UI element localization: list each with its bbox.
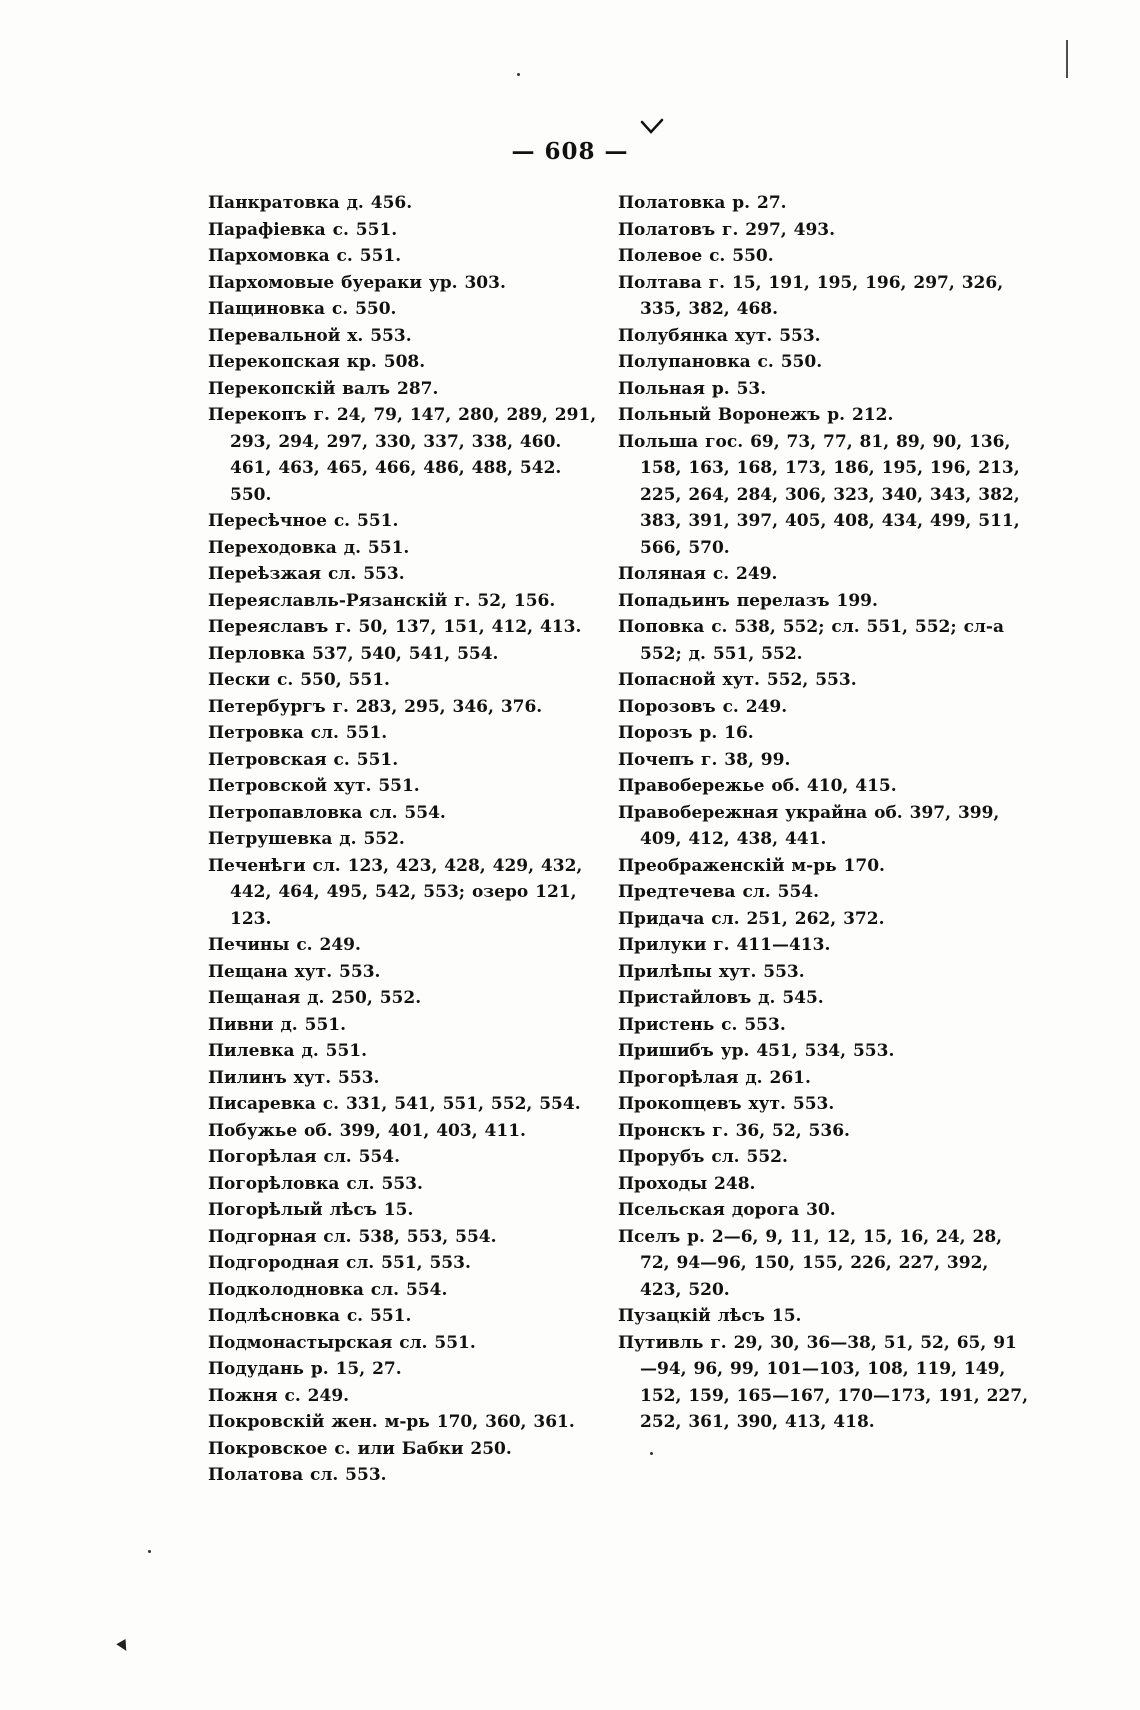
index-entry: Пронскъ г. 36, 52, 536. [618,1120,850,1141]
index-entry: Погорѣлая сл. 554. [208,1147,401,1167]
index-column-left [208,190,608,1489]
index-entry: Перевальной х. 553. [208,325,412,346]
index-entry: Пещана хут. 553. [208,961,381,982]
corner-mark-icon: ▼ [114,1636,133,1656]
index-entry: Пески с. 550, 551. [208,670,390,690]
index-entry: Пилинъ хут. 553. [208,1067,380,1088]
index-entry: Перекопская кр. 508. [208,352,426,372]
index-entry: Покровскій жен. м-рь 170, 360, 361. [208,1412,575,1432]
index-entry: Парафіевка с. 551. [208,219,398,240]
index-entry: Порозъ р. 16. [618,723,754,743]
index-entry: Подколодновка сл. 554. [208,1279,448,1300]
index-entry: Петербургъ г. 283, 295, 346, 376. [208,696,543,717]
index-entry: Переѣзжая сл. 553. [208,564,405,584]
index-entry: Пристень с. 553. [618,1014,786,1035]
index-entry: Погорѣлый лѣсъ 15. [208,1200,414,1220]
index-entry: Пащиновка с. 550. [208,299,397,319]
index-entry: Почепъ г. 38, 99. [618,749,791,770]
index-entry: Панкратовка д. 456. [208,193,413,213]
index-entry: Петровская с. 551. [208,749,399,770]
index-entry: Петровка сл. 551. [208,723,388,743]
index-entry: Пожня с. 249. [208,1385,350,1406]
index-column-right [618,190,1028,1436]
index-entry: Пещаная д. 250, 552. [208,988,422,1008]
index-entry: Пристайловъ д. 545. [618,988,824,1008]
index-entry: Пилевка д. 551. [208,1041,368,1061]
index-entry: Подгородная сл. 551, 553. [208,1253,471,1273]
index-entry: Полатовъ г. 297, 493. [618,219,836,240]
index-entry: Псельская дорога 30. [618,1200,836,1220]
index-entry: Пузацкій лѣсъ 15. [618,1306,802,1326]
index-entry: Печины с. 249. [208,935,361,955]
index-entry: Переходовка д. 551. [208,537,410,558]
index-entry: Польная р. 53. [618,378,767,399]
index-entry: Погорѣловка сл. 553. [208,1173,423,1194]
index-entry: Покровское с. или Бабки 250. [208,1438,512,1459]
index-entry: Полтава г. 15, 191, 195, 196, 297, 326, 335, 382, 468. [618,272,1004,319]
index-entry: Петрушевка д. 552. [208,829,405,849]
scan-speck [650,1452,653,1455]
index-entry: Правобережная украйна об. 397, 399, 409, 412, 438, 441. [618,802,1000,849]
index-entry: Пивни д. 551. [208,1014,347,1035]
index-entry: Преображенскій м-рь 170. [618,855,885,876]
index-entry: Прокопцевъ хут. 553. [618,1094,835,1114]
index-entry: Попадьинъ перелазъ 199. [618,590,878,611]
scan-speck [148,1550,151,1553]
index-entry: Печенѣги сл. 123, 423, 428, 429, 432, 442, 464, 495, 542, 553; озеро 121, 123. [208,855,583,929]
index-entry: Пересѣчное с. 551. [208,511,399,531]
index-entry: Подгорная сл. 538, 553, 554. [208,1226,497,1247]
handwritten-check-icon [640,118,664,136]
index-entry: Побужье об. 399, 401, 403, 411. [208,1120,526,1141]
index-entry: Петровской хут. 551. [208,776,420,796]
index-entry: Пселъ р. 2—6, 9, 11, 12, 15, 16, 24, 28, 72, 94—96, 150, 155, 226, 227, 392, 423, 520. [618,1226,1003,1300]
index-entry: Полатова сл. 553. [208,1465,387,1485]
index-entry: Предтечева сл. 554. [618,882,820,902]
index-entry: Подмонастырская сл. 551. [208,1332,476,1353]
index-entry: Полубянка хут. 553. [618,325,821,346]
index-entry: Попасной хут. 552, 553. [618,670,857,690]
index-entry: Подлѣсновка с. 551. [208,1306,412,1326]
index-entry: Польный Воронежъ р. 212. [618,405,894,425]
index-entry: Прилѣпы хут. 553. [618,961,805,982]
index-entry: Поповка с. 538, 552; сл. 551, 552; сл-а 552; д. 551, 552. [618,617,1004,664]
index-entry: Путивль г. 29, 30, 36—38, 51, 52, 65, 91—94, 96, 99, 101—103, 108, 119, 149, 152, 159, 165—167, 170—173, 191, 227, 252, 361, 390, 413, 418. [618,1332,1028,1432]
index-entry: Перекопскій валъ 287. [208,378,439,399]
index-entry: Петропавловка сл. 554. [208,802,446,823]
index-entry: Пархомовка с. 551. [208,246,402,266]
index-entry: Полатовка р. 27. [618,193,787,213]
index-entry: Перловка 537, 540, 541, 554. [208,643,499,664]
index-entry: Проходы 248. [618,1173,756,1194]
index-entry: Порозовъ с. 249. [618,696,788,717]
index-entry: Поляная с. 249. [618,564,778,584]
index-entry: Подудань р. 15, 27. [208,1359,402,1379]
index-entry: Полупановка с. 550. [618,352,823,372]
page-number: — 608 — [511,138,629,165]
index-entry: Пархомовые буераки ур. 303. [208,272,506,293]
index-entry: Писаревка с. 331, 541, 551, 552, 554. [208,1094,581,1114]
index-entry: Прогорѣлая д. 261. [618,1067,811,1088]
scan-speck [517,73,520,76]
index-entry: Правобережье об. 410, 415. [618,776,897,796]
index-entry: Прилуки г. 411—413. [618,935,831,955]
index-entry: Польша гос. 69, 73, 77, 81, 89, 90, 136, 158, 163, 168, 173, 186, 195, 196, 213, 225, 264, 284, 306, 323, 340, 343, 382, 383, 391, 397, 405, 408, 434, 499, 511, 566, 570. [618,431,1020,558]
scan-edge-mark [1066,40,1068,78]
index-entry: Придача сл. 251, 262, 372. [618,908,885,929]
index-entry: Полевое с. 550. [618,246,774,266]
index-entry: Переяславъ г. 50, 137, 151, 412, 413. [208,617,582,637]
index-entry: Пришибъ ур. 451, 534, 553. [618,1041,895,1061]
index-entry: Переяславль-Рязанскій г. 52, 156. [208,590,556,611]
index-entry: Прорубъ сл. 552. [618,1147,788,1167]
index-entry: Перекопъ г. 24, 79, 147, 280, 289, 291, 293, 294, 297, 330, 337, 338, 460. 461, 463, 465, 466, 486, 488, 542. 550. [208,405,597,505]
